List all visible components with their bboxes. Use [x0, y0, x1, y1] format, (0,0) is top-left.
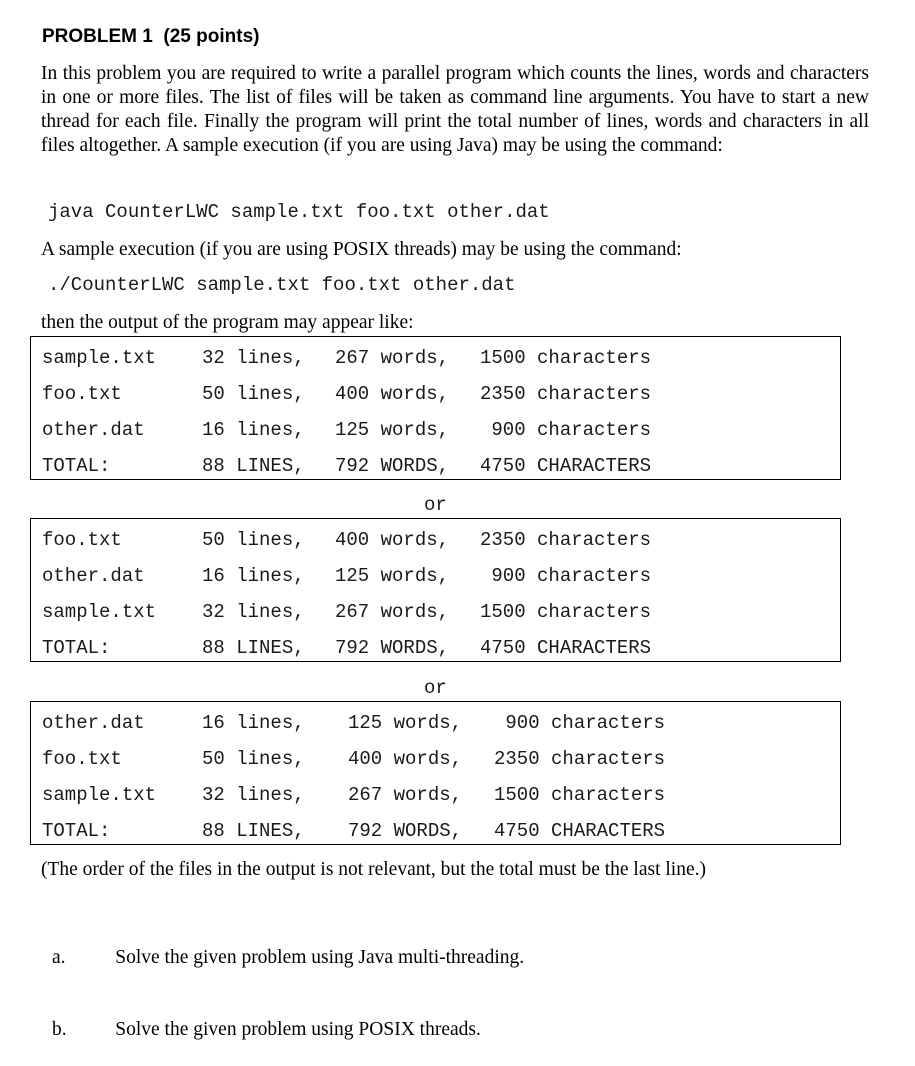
total-char-count: 4750 CHARACTERS	[480, 455, 652, 477]
file-name: other.dat	[42, 712, 145, 734]
line-count: 50 lines,	[202, 383, 305, 405]
or-separator: or	[424, 677, 447, 699]
line-count: 50 lines,	[202, 748, 305, 770]
posix-intro: A sample execution (if you are using POSIX threads) may be using the command:	[41, 239, 682, 260]
char-count: 900 characters	[494, 712, 666, 734]
line-count: 32 lines,	[202, 601, 305, 623]
line-count: 50 lines,	[202, 529, 305, 551]
char-count: 2350 characters	[480, 383, 652, 405]
output-intro: then the output of the program may appear like:	[41, 312, 414, 333]
char-count: 2350 characters	[480, 529, 652, 551]
output-total-row	[42, 630, 652, 666]
order-note: (The order of the files in the output is not relevant, but the total must be the last line.)	[41, 859, 706, 880]
line-count: 32 lines,	[202, 784, 305, 806]
word-count: 267 words,	[348, 784, 463, 806]
posix-command: ./CounterLWC sample.txt foo.txt other.dat	[48, 274, 516, 296]
sample-output-box-3	[30, 701, 841, 845]
output-row	[42, 558, 652, 594]
task-item	[52, 994, 524, 1066]
word-count: 400 words,	[335, 383, 450, 405]
file-name: sample.txt	[42, 347, 157, 369]
word-count: 125 words,	[335, 565, 450, 587]
char-count: 2350 characters	[494, 748, 666, 770]
char-count: 1500 characters	[494, 784, 666, 806]
total-word-count: 792 WORDS,	[335, 637, 450, 659]
word-count: 400 words,	[348, 748, 463, 770]
char-count: 900 characters	[480, 565, 652, 587]
file-name: foo.txt	[42, 748, 122, 770]
word-count: 125 words,	[348, 712, 463, 734]
line-count: 32 lines,	[202, 347, 305, 369]
output-total-row	[42, 448, 652, 484]
task-text: Solve the given problem using POSIX threads.	[115, 1019, 481, 1040]
problem-intro: In this problem you are required to write a parallel program which counts the lines, words and characters in one or more files. The list of files will be taken as command line arguments. You have to start a new thread for each file. Finally the program will print the total number of lines, words and characters in all files altogether. A sample execution (if you are using Java) may be using the command:	[41, 63, 869, 156]
word-count: 267 words,	[335, 601, 450, 623]
output-row	[42, 412, 652, 448]
output-row	[42, 376, 652, 412]
file-name: other.dat	[42, 419, 145, 441]
sample-output-box-1	[30, 336, 841, 480]
output-row	[42, 777, 666, 813]
java-command: java CounterLWC sample.txt foo.txt other.dat	[48, 201, 550, 223]
task-marker: b.	[52, 1019, 67, 1040]
char-count: 900 characters	[480, 419, 652, 441]
word-count: 125 words,	[335, 419, 450, 441]
task-list	[52, 922, 524, 1066]
output-row	[42, 594, 652, 630]
word-count: 267 words,	[335, 347, 450, 369]
total-word-count: 792 WORDS,	[335, 455, 450, 477]
total-word-count: 792 WORDS,	[348, 820, 463, 842]
total-line-count: 88 LINES,	[202, 637, 305, 659]
total-char-count: 4750 CHARACTERS	[480, 637, 652, 659]
total-label: TOTAL:	[42, 455, 111, 477]
file-name: sample.txt	[42, 601, 157, 623]
line-count: 16 lines,	[202, 712, 305, 734]
file-name: foo.txt	[42, 383, 122, 405]
file-name: sample.txt	[42, 784, 157, 806]
task-marker: a.	[52, 947, 66, 968]
word-count: 400 words,	[335, 529, 450, 551]
total-char-count: 4750 CHARACTERS	[494, 820, 666, 842]
output-row	[42, 705, 666, 741]
char-count: 1500 characters	[480, 601, 652, 623]
total-line-count: 88 LINES,	[202, 455, 305, 477]
output-row	[42, 340, 652, 376]
char-count: 1500 characters	[480, 347, 652, 369]
file-name: other.dat	[42, 565, 145, 587]
output-total-row	[42, 813, 666, 849]
total-label: TOTAL:	[42, 820, 111, 842]
sample-output-box-2	[30, 518, 841, 662]
output-row	[42, 741, 666, 777]
output-row	[42, 522, 652, 558]
task-item	[52, 922, 524, 994]
or-separator: or	[424, 494, 447, 516]
line-count: 16 lines,	[202, 419, 305, 441]
line-count: 16 lines,	[202, 565, 305, 587]
problem-title: PROBLEM 1 (25 points)	[42, 26, 260, 47]
task-text: Solve the given problem using Java multi-threading.	[115, 947, 525, 968]
file-name: foo.txt	[42, 529, 122, 551]
total-label: TOTAL:	[42, 637, 111, 659]
total-line-count: 88 LINES,	[202, 820, 305, 842]
